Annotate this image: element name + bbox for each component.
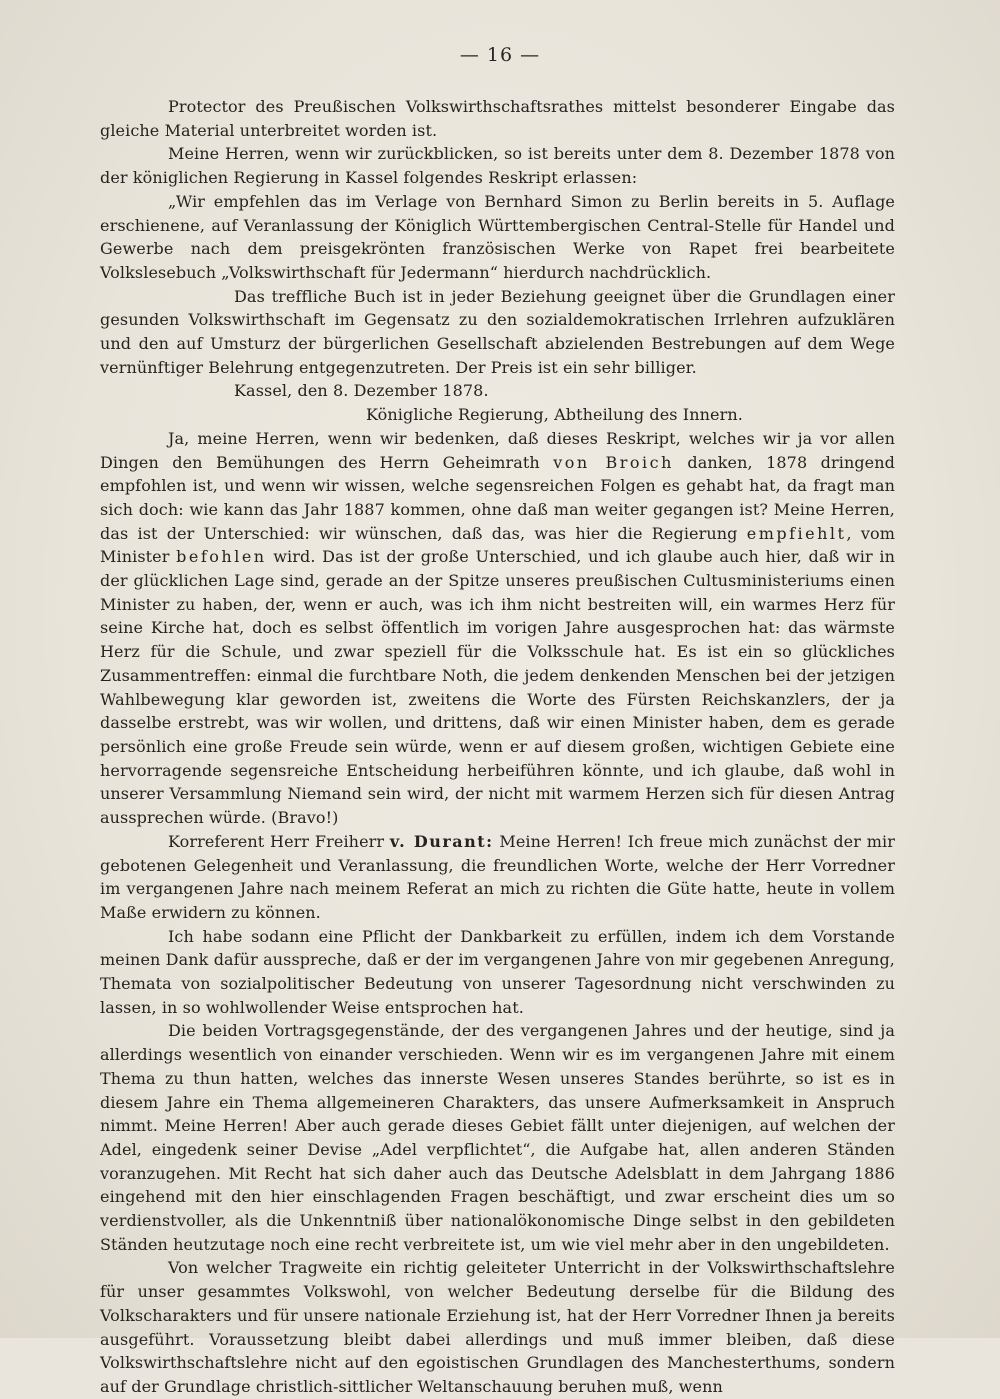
paragraph-3-text-a: Ja, meine Herren, wenn wir bedenken, daß dieses Reskript, welches wir ja vor allen Dingen den Bemühungen des Herrn Geheimrath — [100, 428, 895, 472]
decree-signature: Königliche Regierung, Abtheilung des Innern. — [366, 405, 743, 425]
paragraph-3 — [100, 427, 895, 830]
emphasis-befohlen: befohlen — [176, 547, 267, 567]
paragraph-5: Ich habe sodann eine Pflicht der Dankbarkeit zu erfüllen, indem ich dem Vorstande meinen Dank dafür ausspreche, daß er der im vergangenen Jahre von mir gegebenen Anregung, Themata von sozialpolitischer Bedeutung von unserer Tagesordnung nicht verschwinden zu lassen, in so wohlwollender Weise entsprochen hat. — [100, 926, 895, 1017]
paragraph-3-text-d: wird. Das ist der große Unterschied, und ich glaube auch hier, daß wir in der glücklichen Lage sind, gerade an der Spitze unseres preußischen Cultusministeriums einen Minister zu haben, der, wenn er auch, was ich ihm nicht bestreiten will, ein warmes Herz für seine Kirche hat, doch es selbst öffentlich im vorigen Jahre ausgesprochen hat: das wärmste Herz für die Schule, und zwar speziell für die Volksschule hat. Es ist ein so glückliches Zusammentreffen: einmal die furchtbare Noth, die jedem denkenden Menschen bei der jetzigen Wahlbewegung klar geworden ist, zweitens die Worte des Fürsten Reichskanzlers, der ja dasselbe erstrebt, was wir wollen, und drittens, daß wir einen Minister haben, dem es gerade persönlich eine große Freude sein würde, wenn er auf diesem großen, wichtigen Gebiete eine hervorragende segensreiche Entscheidung herbeiführen könnte, und ich glaube, daß wohl in unserer Versammlung Niemand sein wird, der nicht mit warmem Herzen sich für diesen Antrag aussprechen würde. (Bravo!) — [100, 547, 895, 828]
paragraph-6: Die beiden Vortragsgegenstände, der des vergangenen Jahres und der heutige, sind ja allerdings wesentlich von einander verschieden. Wenn wir es im vergangenen Jahre mit einem Thema zu thun hatten, welches das innerste Wesen unseres Standes berührte, so ist es in diesem Jahre ein Thema allgemeineren Charakters, das unsere Aufmerksamkeit in Anspruch nimmt. Meine Herren! Aber auch gerade dieses Gebiet fällt unter diejenigen, auf welchen der Adel, eingedenk seiner Devise „Adel verpflichtet“, die Aufgabe hat, allen anderen Ständen voranzugehen. Mit Recht hat sich daher auch das Deutsche Adelsblatt in dem Jahrgang 1886 eingehend mit den hier einschlagenden Fragen beschäftigt, und zwar erscheint dies um so verdienstvoller, als die Unkenntniß über nationalökonomische Dinge selbst in den gebildeten Ständen heutzutage noch eine recht verbreitete ist, um wie viel mehr aber in den ungebildeten. — [100, 1021, 895, 1254]
decree-quote — [100, 190, 895, 427]
speaker-name-durant: v. Durant: — [389, 831, 494, 851]
emphasis-empfiehlt: empfiehlt — [746, 523, 847, 543]
paragraph-3-text-c: , vom Minister — [100, 523, 896, 567]
paragraph-2: Meine Herren, wenn wir zurückblicken, so ist bereits unter dem 8. Dezember 1878 von der königlichen Regierung in Kassel folgendes Reskript erlassen: — [100, 144, 895, 188]
decree-date-line: Kassel, den 8. Dezember 1878. — [234, 381, 489, 401]
body-text — [100, 95, 895, 1399]
person-name-broich: von Broich — [553, 452, 674, 472]
paragraph-4 — [100, 830, 895, 925]
paragraph-4-text-a: Korreferent Herr Freiherr — [168, 831, 390, 851]
paragraph-4-text-b: Meine Herren! Ich freue mich zunächst der mir gebotenen Gelegenheit und Veranlassung, die freundlichen Worte, welche der Herr Vorredner im vergangenen Jahre nach meinem Referat an mich zu richten die Güte hatte, heute in vollem Maße erwidern zu können. — [100, 831, 895, 922]
paragraph-1: Protector des Preußischen Volkswirthschaftsrathes mittelst besonderer Eingabe das gleiche Material unterbreitet worden ist. — [100, 97, 895, 140]
page-number: — 16 — — [459, 44, 541, 66]
paragraph-7: Von welcher Tragweite ein richtig geleiteter Unterricht in der Volkswirthschaftslehre für unser gesammtes Volkswohl, von welcher Bedeutung derselbe für die Bildung des Volkscharakters und für unsere nationale Erziehung ist, hat der Herr Vorredner Ihnen ja bereits ausgeführt. Voraussetzung bleibt dabei allerdings und muß immer bleiben, daß diese Volkswirthschaftslehre nicht auf den egoistischen Grundlagen des Manchesterthums, sondern auf der Grundlage christlich-sittlicher Weltanschauung beruhen muß, wenn — [100, 1258, 895, 1396]
decree-quote-paragraph-2: Das treffliche Buch ist in jeder Beziehung geeignet über die Grundlagen einer gesunden Volkswirthschaft im Gegensatz zu den sozialdemokratischen Irrlehren aufzuklären und den auf Umsturz der bürgerlichen Gesellschaft abzielenden Bestrebungen auf dem Wege vernünftiger Belehrung entgegenzutreten. Der Preis ist ein sehr billiger. — [100, 286, 895, 377]
paragraph-3-text-b: danken, 1878 dringend empfohlen ist, und wenn wir wissen, welche segensreichen Folgen es gehabt hat, da fragt man sich doch: wie kann das Jahr 1887 kommen, ohne daß man weiter gegangen ist? Meine Herren, das ist der Unterschied: wir wünschen, daß das, was hier die Regierung — [100, 452, 896, 543]
decree-quote-paragraph-1: „Wir empfehlen das im Verlage von Bernhard Simon zu Berlin bereits in 5. Auflage erschienene, auf Veranlassung der Königlich Württembergischen Central-Stelle für Handel und Gewerbe nach dem preisgekrönten französischen Werke von Rapet frei bearbeitete Volkslesebuch „Volkswirthschaft für Jedermann“ hierdurch nachdrücklich. — [100, 191, 895, 282]
